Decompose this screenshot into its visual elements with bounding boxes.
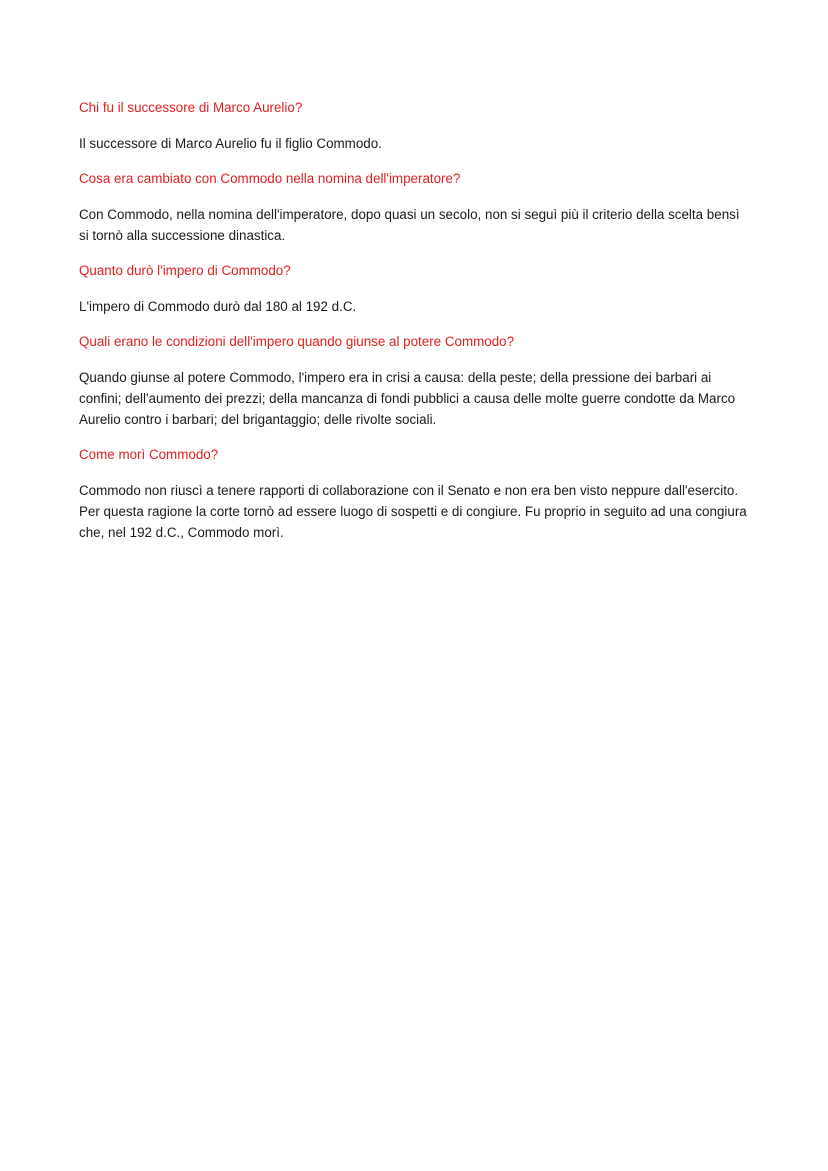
question-heading: Chi fu il successore di Marco Aurelio?	[79, 100, 303, 115]
qa-section	[79, 331, 751, 430]
qa-section	[79, 444, 751, 543]
question-heading: Quanto durò l'impero di Commodo?	[79, 263, 291, 278]
answer-paragraph: Il successore di Marco Aurelio fu il figlio Commodo.	[79, 136, 382, 151]
answer-paragraph: Con Commodo, nella nomina dell'imperatore, dopo quasi un secolo, non si seguì più il criterio della scelta bensì si tornò alla successione dinastica.	[79, 207, 740, 243]
qa-section	[79, 97, 751, 154]
answer-paragraph: Commodo non riuscì a tenere rapporti di collaborazione con il Senato e non era ben visto neppure dall'esercito. Per questa ragione la corte tornò ad essere luogo di sospetti e di congiure. Fu proprio in seguito ad una congiura che, nel 192 d.C., Commodo morì.	[79, 483, 747, 540]
document-body	[79, 97, 751, 557]
question-heading: Come morì Commodo?	[79, 447, 219, 462]
answer-paragraph: Quando giunse al potere Commodo, l'impero era in crisi a causa: della peste; della pressione dei barbari ai confini; dell'aumento dei prezzi; della mancanza di fondi pubblici a causa delle molte guerre condotte da Marco Aurelio contro i barbari; del brigantaggio; delle rivolte sociali.	[79, 370, 736, 427]
answer-paragraph: L'impero di Commodo durò dal 180 al 192 d.C.	[79, 299, 357, 314]
question-heading: Cosa era cambiato con Commodo nella nomina dell'imperatore?	[79, 171, 461, 186]
question-heading: Quali erano le condizioni dell'impero quando giunse al potere Commodo?	[79, 334, 515, 349]
qa-section	[79, 168, 751, 246]
qa-section	[79, 260, 751, 317]
